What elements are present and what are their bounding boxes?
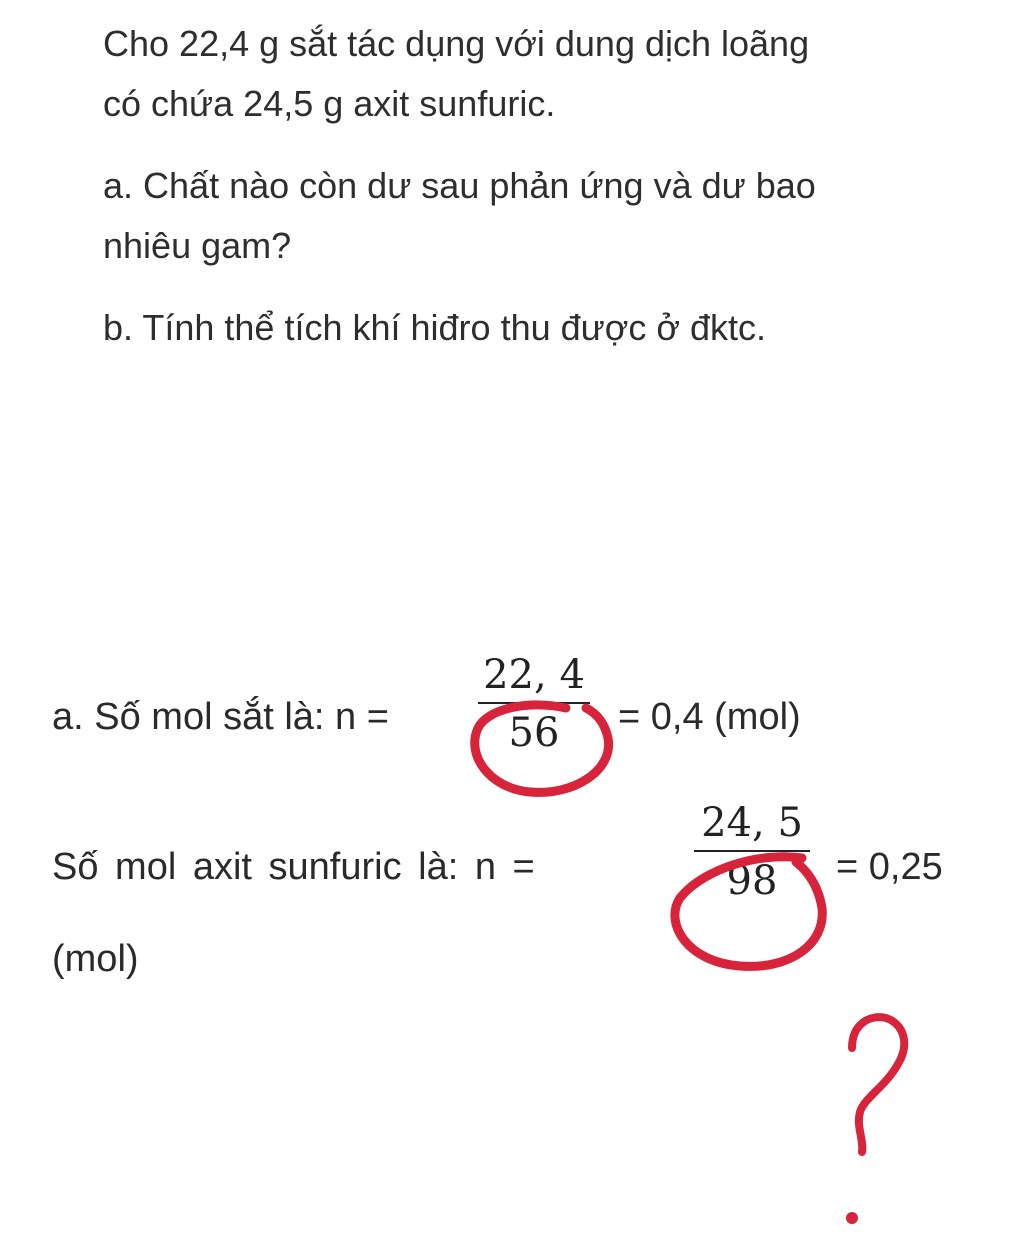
fraction-denominator: 56: [508, 710, 560, 756]
answer-line-2-prefix: Số mol axit sunfuric là: n =: [52, 846, 535, 888]
answer-line-1-prefix: a. Số mol sắt là: n =: [52, 696, 389, 738]
fraction-bar: [478, 702, 590, 704]
problem-part-a: [103, 156, 923, 276]
problem-statement: [103, 14, 923, 380]
question-mark-dot: [846, 1212, 858, 1224]
fraction-denominator: 98: [726, 858, 778, 904]
question-mark-icon: [852, 1017, 904, 1152]
answer-line-2-result: = 0,25: [836, 846, 943, 888]
problem-intro: [103, 14, 923, 134]
fraction-bar: [694, 850, 810, 852]
fraction-numerator: 24, 5: [701, 800, 803, 846]
answer-line-3: (mol): [52, 938, 139, 980]
iron-mol-fraction: [478, 652, 590, 756]
intro-line-2: có chứa 24,5 g axit sunfuric.: [103, 83, 556, 124]
part-a-line-1: a. Chất nào còn dư sau phản ứng và dư bao: [103, 165, 816, 206]
answer-line-1-result: = 0,4 (mol): [618, 696, 801, 738]
part-a-line-2: nhiêu gam?: [103, 225, 292, 266]
acid-mol-fraction: [694, 800, 810, 904]
problem-part-b: b. Tính thể tích khí hiđro thu được ở đktc.: [103, 307, 766, 348]
intro-line-1: Cho 22,4 g sắt tác dụng với dung dịch loãng: [103, 23, 810, 64]
fraction-numerator: 22, 4: [483, 652, 585, 698]
